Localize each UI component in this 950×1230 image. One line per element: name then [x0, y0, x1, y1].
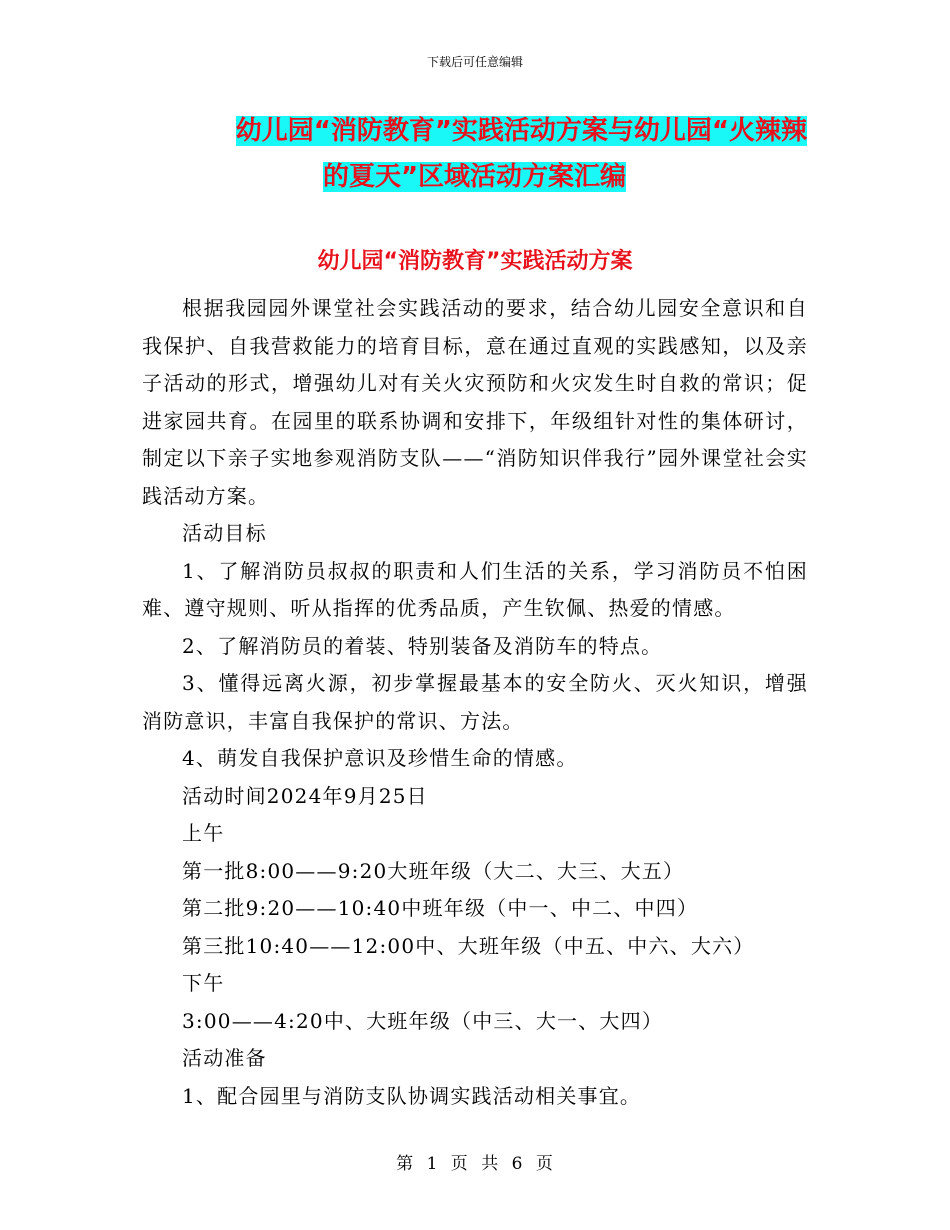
paragraph-intro: 根据我园园外课堂社会实践活动的要求，结合幼儿园安全意识和自我保护、自我营救能力的培育目标，意在通过直观的实践感知，以及亲子活动的形式，增强幼儿对有关火灾预防和火灾发生时自救的常识；促进家园共育。在园里的联系协调和安排下，年级组针对性的集体研讨，制定以下亲子实地参观消防支队——“消防知识伴我行”园外课堂社会实践活动方案。	[142, 296, 808, 508]
goal-item-2: 2、了解消防员的着装、特别装备及消防车的特点。	[182, 633, 663, 658]
main-title-line-2	[142, 154, 807, 200]
main-title-line-2-text: 的夏天”区域活动方案汇编	[322, 162, 627, 192]
afternoon-label: 下午	[182, 971, 225, 995]
goal-item-4: 4、萌发自我保护意识及珍惜生命的情感。	[182, 746, 578, 770]
page-footer: 第 1 页 共 6 页	[396, 1154, 554, 1174]
body-text	[142, 290, 808, 1115]
preparation-item-1: 1、配合园里与消防支队协调实践活动相关事宜。	[182, 1083, 642, 1108]
goal-item-3: 3、懂得远离火源，初步掌握最基本的安全防火、灭火知识，增强消防意识，丰富自我保护的常识、方法。	[142, 671, 808, 733]
heading-preparation: 活动准备	[182, 1046, 267, 1070]
main-title-line-1-text: 幼儿园“消防教育”实践活动方案与幼儿园“火辣辣	[235, 116, 807, 146]
morning-label: 上午	[182, 821, 225, 845]
schedule-batch-1: 第一批8:00——9:20大班年级（大二、大三、大五）	[182, 858, 685, 883]
schedule-batch-2: 第二批9:20——10:40中班年级（中一、中二、中四）	[182, 896, 699, 920]
schedule-batch-3: 第三批10:40——12:00中、大班年级（中五、中六、大六）	[182, 933, 755, 958]
schedule-afternoon: 3:00——4:20中、大班年级（中三、大一、大四）	[182, 1008, 664, 1033]
header-note: 下载后可任意编辑	[426, 55, 523, 69]
section-title: 幼儿园“消防教育”实践活动方案	[317, 249, 633, 274]
heading-goals: 活动目标	[182, 521, 267, 545]
main-title	[142, 108, 807, 200]
main-title-line-1	[142, 108, 807, 154]
goal-item-1: 1、了解消防员叔叔的职责和人们生活的关系，学习消防员不怕困难、遵守规则、听从指挥的优秀品质，产生钦佩、热爱的情感。	[142, 558, 808, 620]
activity-time: 活动时间2024年9月25日	[182, 783, 428, 808]
